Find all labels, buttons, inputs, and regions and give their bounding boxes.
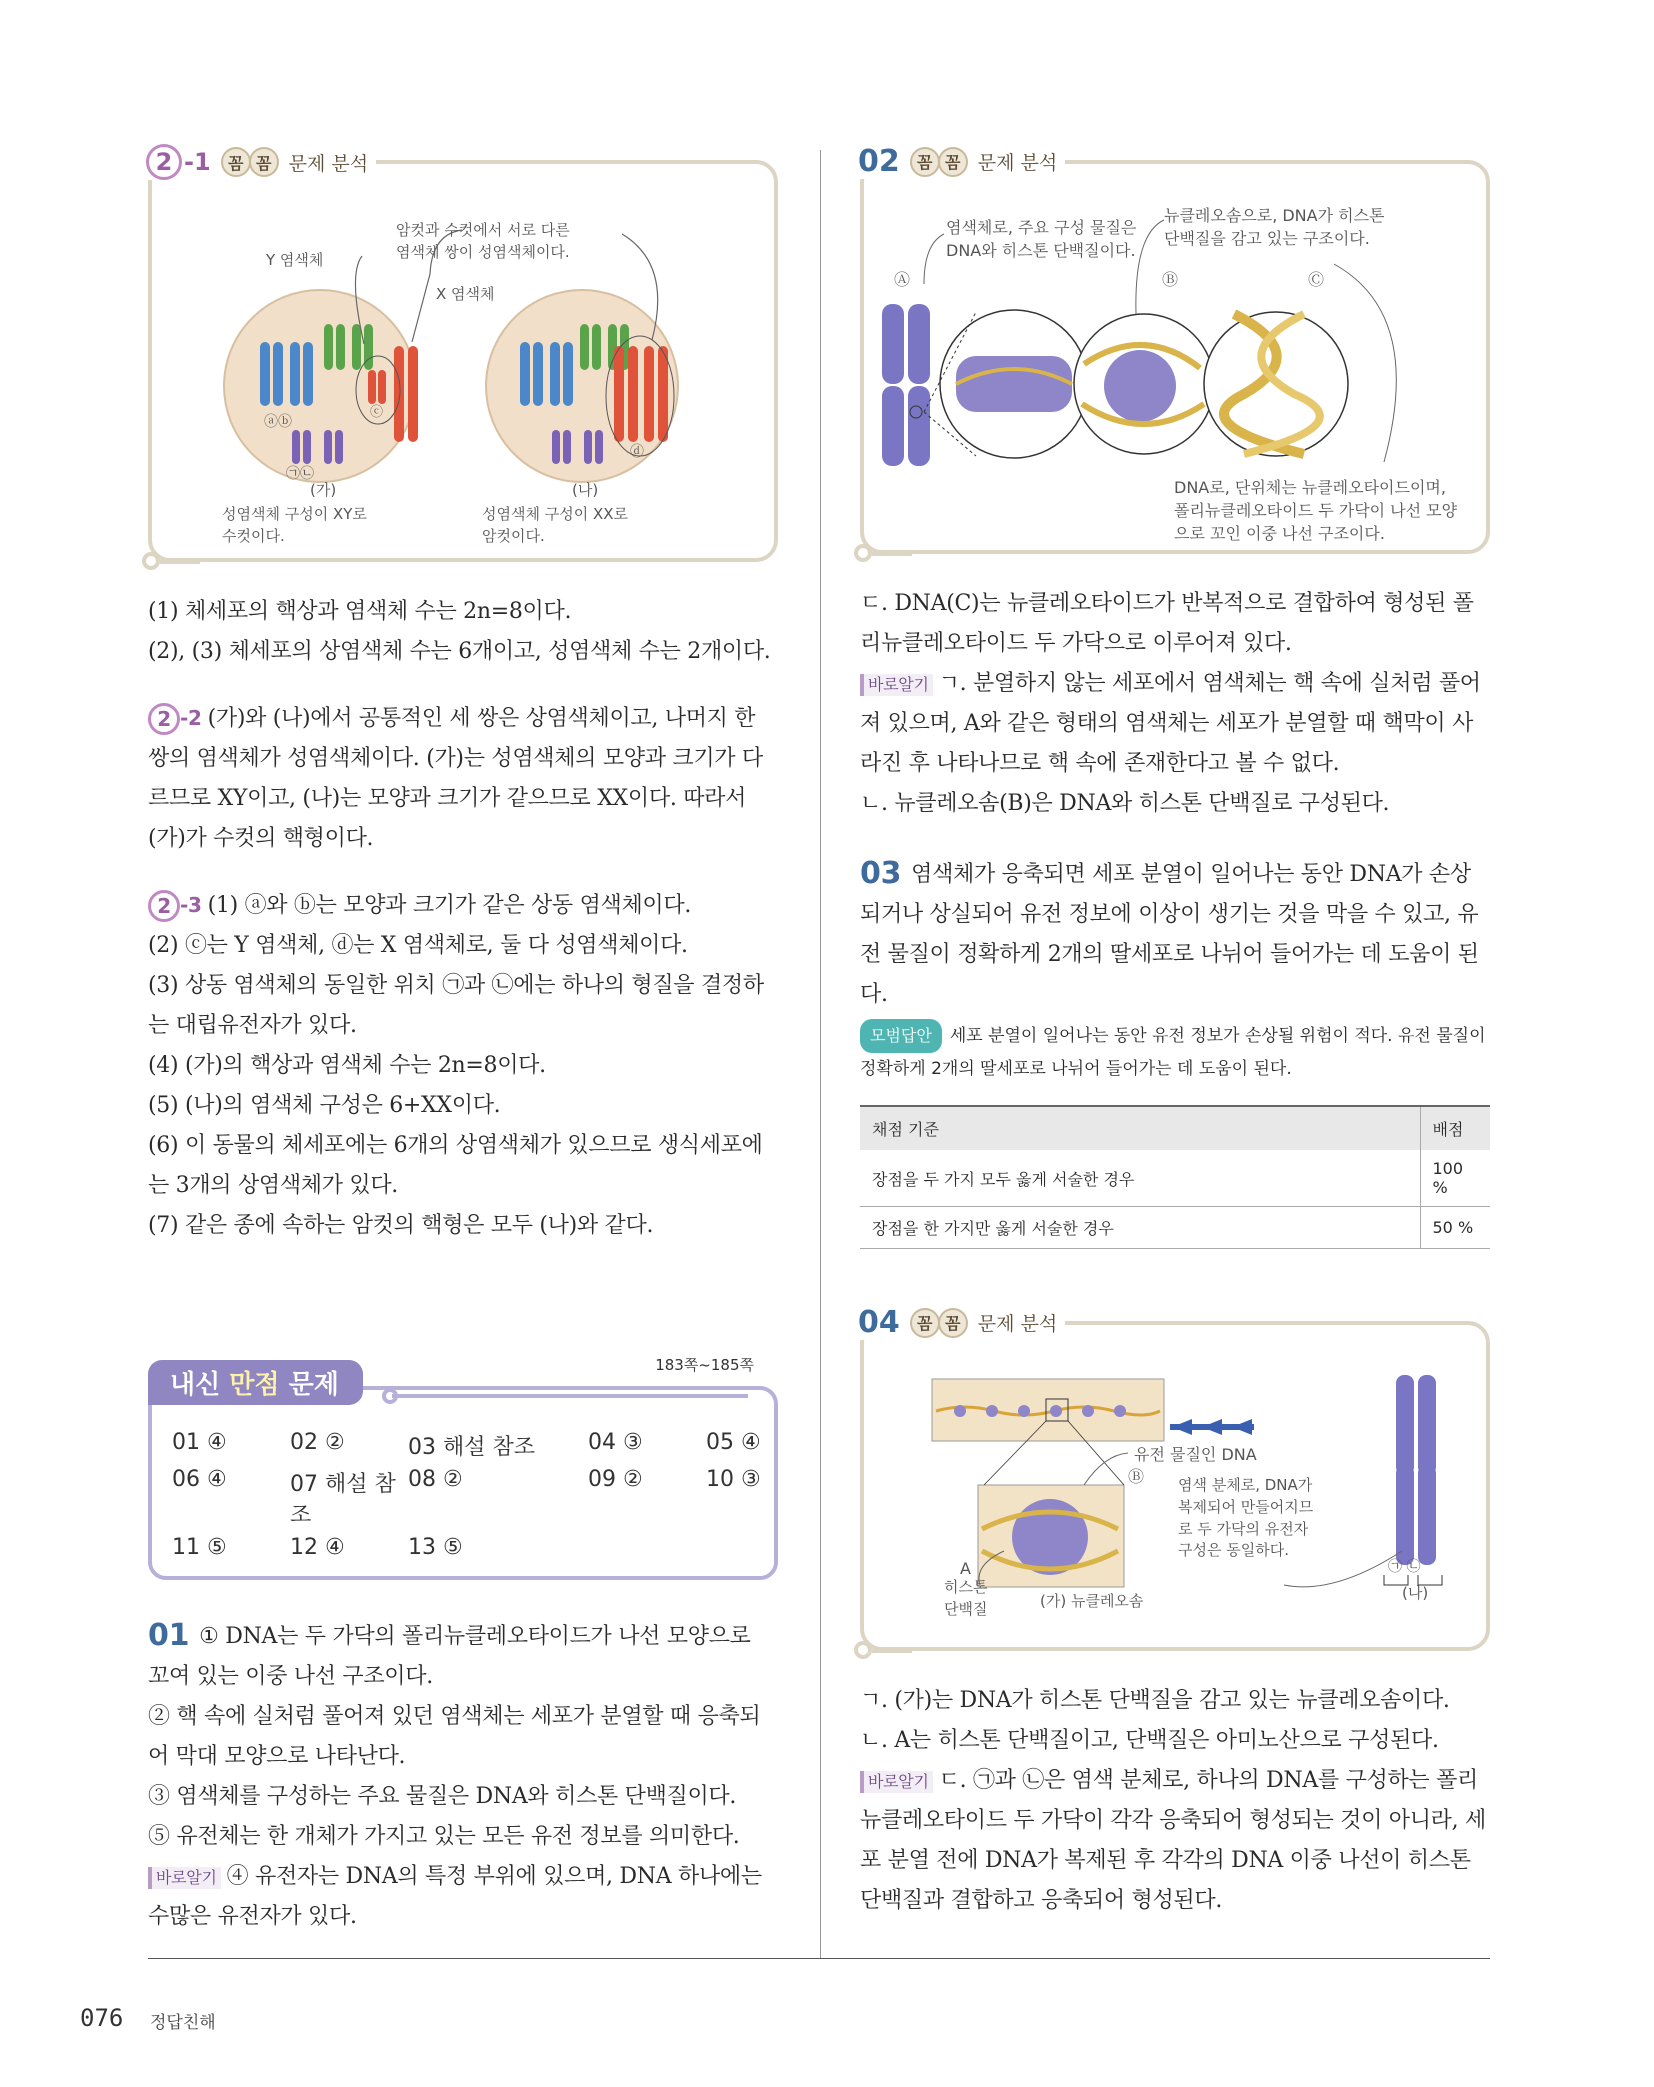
q02-analysis-box: [858, 144, 1490, 554]
question-number: 03: [860, 856, 902, 891]
answer-text: (가)와 (나)에서 공통적인 세 쌍은 상염색체이고, 나머지 한 쌍의 염색체가 성염색체이다. (가)는 성염색체의 모양과 크기가 다르므로 XY이고, (나)는 모양과 크기가 같으므로 XX이다. 따라서 (가)가 수컷의 핵형이다.: [148, 706, 763, 851]
label-sex-chromosome-note: 암컷과 수컷에서 서로 다른 염색체 쌍이 성염색체이다.: [396, 221, 570, 261]
correction-tag: 바로알기: [860, 1771, 933, 1793]
correction-tag: 바로알기: [860, 674, 933, 696]
q04-analysis-box: [858, 1305, 1490, 1651]
column-divider: [820, 150, 821, 1958]
mark-b: Ⓑ: [1128, 1467, 1145, 1486]
answer-item: 05 ④: [706, 1430, 761, 1455]
text-line: (3) 상동 염색체의 동일한 위치 ㉠과 ㉡에는 하나의 형질을 결정하는 대립유전자가 있다.: [148, 973, 764, 1038]
question-number-badge: 2: [148, 703, 180, 735]
analysis-label: 문제 분석: [977, 152, 1058, 174]
answer-text: ④ 유전자는 DNA의 특정 부위에 있으며, DNA 하나에는 수많은 유전자가 있다.: [148, 1864, 762, 1929]
answer-item: 10 ③: [706, 1467, 761, 1492]
page-label: 정답친해: [150, 2013, 216, 2033]
mark-c: ⓒ: [370, 405, 384, 420]
answer-text: 염색체가 응축되면 세포 분열이 일어나는 동안 DNA가 손상되거나 상실되어 유전 정보에 이상이 생기는 것을 막을 수 있고, 유전 물질이 정확하게 2개의 딸세포로 나뉘어 들어가는 데 도움이 된다.: [860, 862, 1479, 1007]
answer-item: 02 ②: [290, 1430, 345, 1455]
text-line: ⑤ 유전체는 한 개체가 가지고 있는 모든 유전 정보를 의미한다.: [148, 1824, 740, 1849]
text-line: (4) (가)의 핵상과 염색체 수는 2n=8이다.: [148, 1053, 546, 1078]
label-y-chromosome: Y 염색체: [266, 251, 324, 269]
label-c: DNA로, 단위체는 뉴클레오타이드이며, 폴리뉴클레오타이드 두 가닥이 나선 모양 으로 꼬인 이중 나선 구조이다.: [1174, 478, 1458, 544]
answer-item: 09 ②: [588, 1467, 643, 1492]
answer-2-1-text: [148, 592, 778, 672]
answer-item: 04 ③: [588, 1430, 643, 1455]
answer-item: 06 ④: [172, 1467, 227, 1492]
label-a: 염색체로, 주요 구성 물질은 DNA와 히스톤 단백질이다.: [946, 218, 1137, 261]
mark-a: A: [960, 1559, 971, 1578]
label-b: 뉴클레오솜으로, DNA가 히스톤 단백질을 감고 있는 구조이다.: [1164, 206, 1385, 249]
answer-text: (1) ⓐ와 ⓑ는 모양과 크기가 같은 상동 염색체이다.: [207, 893, 692, 918]
caption-b: 성염색체 구성이 XX로 암컷이다.: [482, 505, 629, 545]
answer-03: [860, 854, 1490, 1249]
text-line: (2) ⓒ는 Y 염색체, ⓓ는 X 염색체로, 둘 다 성염색체이다.: [148, 933, 688, 958]
question-number-badge: 2: [148, 890, 180, 922]
answer-text: ㄷ. ㉠과 ㉡은 염색 분체로, 하나의 DNA를 구성하는 폴리뉴클레오타이드 두 가닥이 각각 응축되어 형성되는 것이 아니라, 세포 분열 전에 DNA가 복제된 후 각각의 DNA 이중 나선이 히스톤 단백질과 결합하고 응축되어 형성된다.: [860, 1768, 1486, 1913]
page-range: 183쪽~185쪽: [655, 1356, 754, 1374]
answer-item: 08 ②: [408, 1467, 463, 1492]
model-answer-text: 세포 분열이 일어나는 동안 유전 정보가 손상될 위험이 적다. 유전 물질이 정확하게 2개의 딸세포로 나뉘어 들어가는 데 도움이 된다.: [860, 1026, 1486, 1079]
mark-g: ㉠ ㉡: [1388, 1559, 1421, 1575]
answer-item: 13 ⑤: [408, 1535, 463, 1560]
mark-a: ⓐⓑ: [264, 414, 292, 430]
text-line: (1) 체세포의 핵상과 염색체 수는 2n=8이다.: [148, 599, 572, 624]
table-header: 배점: [1420, 1106, 1490, 1150]
table-header: 채점 기준: [860, 1106, 1420, 1150]
text-line: ㄱ. (가)는 DNA가 히스톤 단백질을 감고 있는 뉴클레오솜이다.: [860, 1688, 1450, 1713]
answer-item: 12 ④: [290, 1535, 345, 1560]
answer-2-2: [148, 698, 778, 859]
label-chromatid: 염색 분체로, DNA가 복제되어 만들어지므 로 두 가닥의 유전자 구성은 동일하다.: [1178, 1476, 1314, 1560]
question-sub-number: -2: [180, 706, 202, 730]
page-number: 076: [80, 2004, 124, 2032]
text-line: ② 핵 속에 실처럼 풀어져 있던 염색체는 세포가 분열할 때 응축되어 막대 모양으로 나타난다.: [148, 1704, 761, 1769]
mark-a: Ⓐ: [894, 270, 911, 289]
text-line: (6) 이 동물의 체세포에는 6개의 상염색체가 있으므로 생식세포에는 3개의 상염색체가 있다.: [148, 1133, 763, 1198]
answer-item: 01 ④: [172, 1430, 227, 1455]
answer-item: 07 해설 참조: [290, 1472, 396, 1528]
kkomkkom-badge: 꼼 꼼: [910, 1308, 966, 1338]
label-histone: 히스톤 단백질: [944, 1578, 988, 1618]
model-answer-tag: 모범답안: [860, 1019, 942, 1053]
caption-a-title: (가): [310, 481, 337, 499]
label-x-chromosome: X 염색체: [436, 285, 495, 303]
scoring-table: [860, 1105, 1490, 1249]
answer-04: [860, 1681, 1490, 1921]
naesin-answer-box: [148, 1356, 778, 1580]
answer-02: [860, 584, 1490, 824]
label-dna: 유전 물질인 DNA: [1134, 1445, 1257, 1464]
answer-grid: [172, 1430, 761, 1560]
question-number: 04: [858, 1305, 900, 1340]
text-line: (2), (3) 체세포의 상염색체 수는 6개이고, 성염색체 수는 2개이다.: [148, 639, 771, 664]
text-line: (7) 같은 종에 속하는 암컷의 핵형은 모두 (나)와 같다.: [148, 1213, 654, 1238]
question-sub-number: -1: [184, 148, 211, 176]
correction-tag: 바로알기: [148, 1867, 221, 1889]
caption-b-title: (나): [572, 481, 599, 499]
label-nucleosome: (가) 뉴클레오솜: [1040, 1592, 1144, 1610]
answer-text: ㄱ. 분열하지 않는 세포에서 염색체는 핵 속에 실처럼 풀어져 있으며, A와 같은 형태의 염색체는 세포가 분열할 때 핵막이 사라진 후 나타나므로 핵 속에 존재한다고 볼 수 없다.: [860, 671, 1481, 776]
left-column: [148, 150, 778, 1937]
text-line: (5) (나)의 염색체 구성은 6+XX이다.: [148, 1093, 501, 1118]
kkomkkom-badge: 꼼 꼼: [910, 147, 966, 177]
question-number: 02: [858, 144, 900, 179]
answer-item: 03 해설 참조: [408, 1435, 535, 1460]
mark-b: Ⓑ: [1162, 270, 1179, 289]
text-line: ㄴ. 뉴클레오솜(B)은 DNA와 히스톤 단백질로 구성된다.: [860, 791, 1390, 816]
right-column: [858, 144, 1490, 1921]
text-line: ③ 염색체를 구성하는 주요 물질은 DNA와 히스톤 단백질이다.: [148, 1784, 737, 1809]
question-sub-number: -3: [180, 893, 202, 917]
text-line: ㄴ. A는 히스톤 단백질이고, 단백질은 아미노산으로 구성된다.: [860, 1728, 1439, 1753]
answer-01: [148, 1616, 778, 1937]
answer-item: 11 ⑤: [172, 1535, 227, 1560]
question-number-badge: 2: [146, 144, 182, 180]
label-na: (나): [1402, 1584, 1429, 1602]
analysis-label: 문제 분석: [977, 1313, 1058, 1335]
kkomkkom-badge: 꼼 꼼: [221, 147, 277, 177]
text-line: ㄷ. DNA(C)는 뉴클레오타이드가 반복적으로 결합하여 형성된 폴리뉴클레오타이드 두 가닥으로 이루어져 있다.: [860, 591, 1474, 656]
naesin-header: 내신 만점 문제: [148, 1360, 363, 1405]
caption-a: 성염색체 구성이 XY로 수컷이다.: [222, 505, 367, 545]
footer-rule: [148, 1958, 1490, 1959]
analysis-label: 문제 분석: [288, 152, 369, 175]
answer-text: ① DNA는 두 가닥의 폴리뉴클레오타이드가 나선 모양으로 꼬여 있는 이중 나선 구조이다.: [148, 1624, 751, 1689]
mark-c: Ⓒ: [1308, 270, 1325, 289]
mark-g: ㉠㉡: [286, 466, 314, 482]
table-row: 장점을 한 가지만 옳게 서술한 경우 50 %: [860, 1207, 1490, 1249]
table-row: 장점을 두 가지 모두 옳게 서술한 경우 100 %: [860, 1150, 1490, 1207]
q2-1-analysis-box: [148, 148, 778, 562]
mark-d: ⓓ: [630, 444, 644, 460]
answer-2-3: [148, 885, 778, 1246]
question-number: 01: [148, 1618, 190, 1653]
